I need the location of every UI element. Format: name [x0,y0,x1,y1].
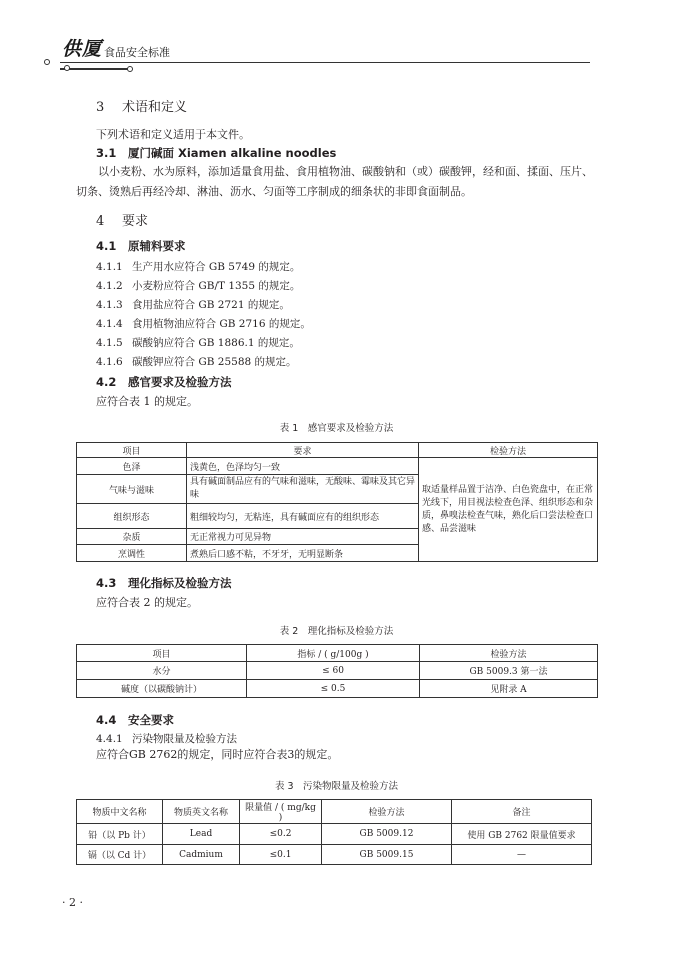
header-rule [60,62,590,63]
table-row [77,662,598,680]
table-header-cell: 备注 [452,800,592,824]
table-cell: 色泽 [77,458,187,475]
section-3-intro: 下列术语和定义适用于本文件。 [96,128,250,141]
table-cell: ≤ 0.5 [247,680,420,698]
clause-4-1-2: 4.1.2 小麦粉应符合 GB/T 1355 的规定。 [96,280,301,292]
clause-4-1-6: 4.1.6 碳酸钾应符合 GB 25588 的规定。 [96,356,297,368]
table-cell: GB 5009.3 第一法 [420,662,598,680]
table-header-cell: 项目 [77,443,187,458]
table-cell: 烹调性 [77,545,187,562]
table-cell: GB 5009.15 [322,845,452,865]
logo: 供厦 [62,38,103,60]
section-4-2-heading: 4.2 感官要求及检验方法 [96,375,232,389]
table-cell: Cadmium [163,845,240,865]
table-cell: 无正常视力可见异物 [187,529,419,545]
section-4-2-text: 应符合表 1 的规定。 [96,395,198,408]
header-dot [44,59,50,65]
table-header-cell: 要求 [187,443,419,458]
table-header-row [77,443,598,458]
table-cell: 碱度（以碳酸钠计） [77,680,247,698]
table-row [77,824,592,845]
table-header-cell: 物质英文名称 [163,800,240,824]
table-cell: GB 5009.12 [322,824,452,845]
section-4-3-text: 应符合表 2 的规定。 [96,596,198,609]
table-2-caption: 表 2 理化指标及检验方法 [279,626,394,637]
table-cell: 水分 [77,662,247,680]
table-header-cell: 检验方法 [420,645,598,662]
section-4-4-heading: 4.4 安全要求 [96,713,174,727]
clause-4-4-1: 4.4.1 污染物限量及检验方法 [96,733,237,745]
table-row [77,680,598,698]
table-cell: 镉（以 Cd 计） [77,845,163,865]
table-cell: — [452,845,592,865]
table-3 [76,799,592,865]
standard-name: 食品安全标准 [104,46,170,59]
table-header-row [77,645,598,662]
table-2 [76,644,598,698]
table-cell: ≤ 60 [247,662,420,680]
table-header-cell: 检验方法 [322,800,452,824]
table-header-cell: 物质中文名称 [77,800,163,824]
table-header-cell: 限量值 / ( mg/kg ) [240,800,322,824]
clause-4-4-1-text: 应符合GB 2762的规定，同时应符合表3的规定。 [96,748,339,761]
clause-4-1-1: 4.1.1 生产用水应符合 GB 5749 的规定。 [96,261,301,273]
table-cell: 组织形态 [77,504,187,529]
section-4-heading: 4 要求 [96,214,149,229]
table-cell: 使用 GB 2762 限量值要求 [452,824,592,845]
table-cell: 具有碱面制品应有的气味和滋味，无酸味、霉味及其它异味 [187,475,419,504]
table-3-caption: 表 3 污染物限量及检验方法 [274,781,399,792]
table-row [77,845,592,865]
table-cell: 气味与滋味 [77,475,187,504]
clause-4-1-3: 4.1.3 食用盐应符合 GB 2721 的规定。 [96,299,290,311]
table-cell: Lead [163,824,240,845]
table-header-cell: 指标 / ( g/100g ) [247,645,420,662]
table-cell: ≤0.2 [240,824,322,845]
table-cell: 杂质 [77,529,187,545]
clause-4-1-4: 4.1.4 食用植物油应符合 GB 2716 的规定。 [96,318,311,330]
header-dot [64,65,70,71]
table-cell: 铅（以 Pb 计） [77,824,163,845]
table-1-caption: 表 1 感官要求及检验方法 [279,423,394,434]
header-accent-bar [60,68,128,70]
table-row [77,458,598,475]
table-cell: ≤0.1 [240,845,322,865]
term-3-1-definition: 以小麦粉、水为原料，添加适量食用盐、食用植物油、碳酸钠和（或）碳酸钾，经和面、揉面、压片、切条、烫熟后再经冷却、淋油、沥水、匀面等工序制成的细条状的非即食面制品。 [76,165,593,198]
section-3-heading: 3 术语和定义 [96,100,188,115]
clause-4-1-5: 4.1.5 碳酸钠应符合 GB 1886.1 的规定。 [96,337,300,349]
table-cell: 浅黄色，色泽均匀一致 [187,458,419,475]
term-3-1-heading: 3.1 厦门碱面 Xiamen alkaline noodles [96,146,337,160]
table-header-cell: 检验方法 [419,443,598,458]
table-header-row [77,800,592,824]
section-4-1-heading: 4.1 原辅料要求 [96,239,186,253]
table-cell: 粗细较均匀，无粘连，具有碱面应有的组织形态 [187,504,419,529]
header-dot [127,66,133,72]
table-cell: 见附录 A [420,680,598,698]
table-cell-method: 取适量样品置于洁净、白色瓷盘中，在正常光线下，用目视法检查色泽、组织形态和杂质，鼻嗅法检查气味，熟化后口尝法检查口感、品尝滋味 [419,458,598,562]
table-cell: 煮熟后口感不粘，不牙牙，无明显断条 [187,545,419,562]
table-1 [76,442,598,562]
table-header-cell: 项目 [77,645,247,662]
section-4-3-heading: 4.3 理化指标及检验方法 [96,576,232,590]
page-number: · 2 · [62,896,83,909]
